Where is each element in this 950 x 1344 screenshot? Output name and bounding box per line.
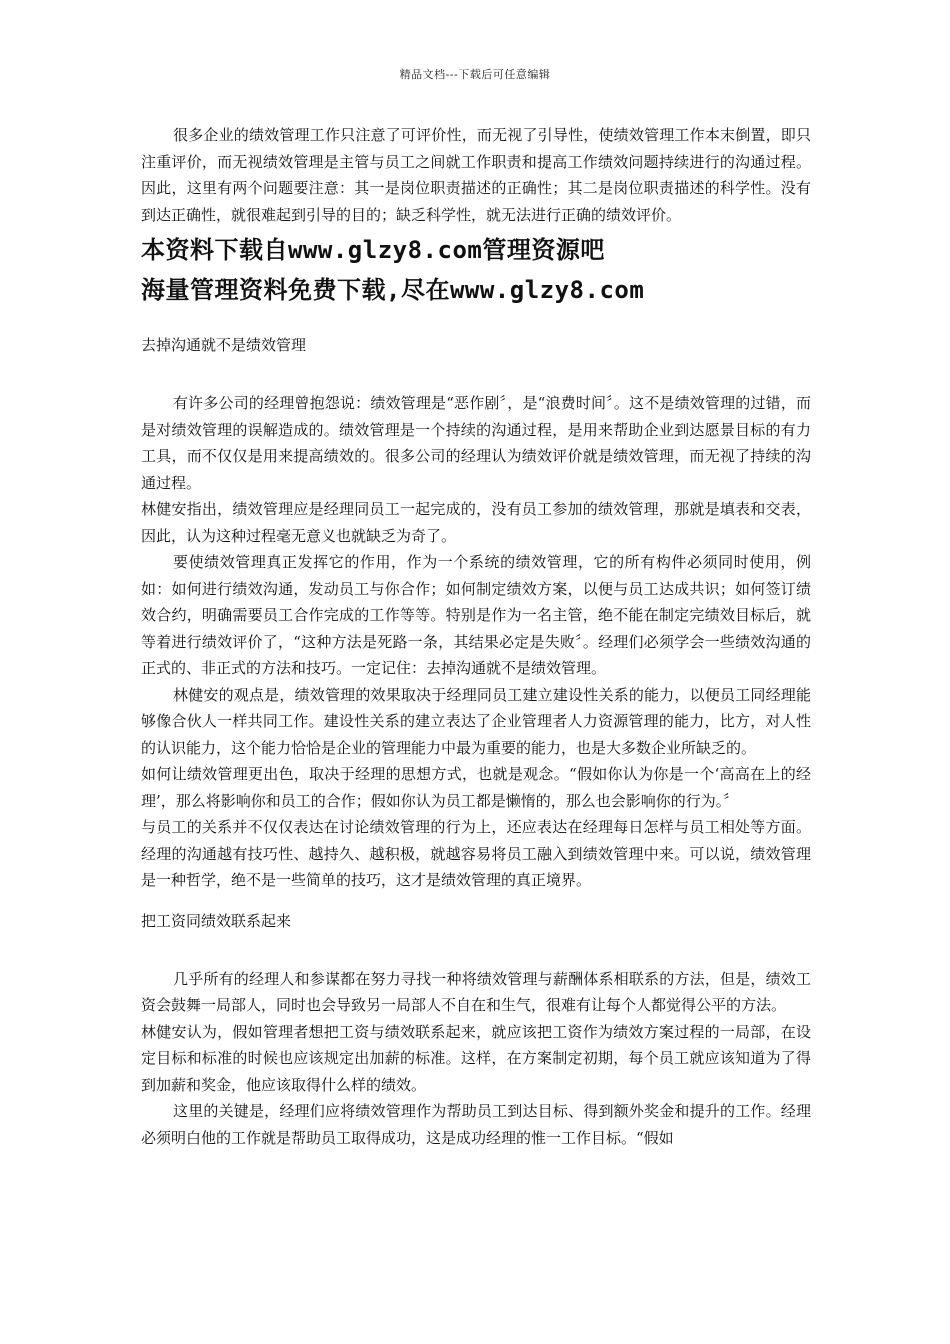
paragraph: 林健安认为，假如管理者想把工资与绩效联系起来，就应该把工资作为绩效方案过程的一局部，在设定目标和标准的时候也应该规定出加薪的标准。这样，在方案制定初期，每个员工就应该知道为了得到加薪和奖金，他应该取得什么样的绩效。 xyxy=(141,1022,811,1094)
paragraph: 几乎所有的经理人和参谋都在努力寻找一种将绩效管理与薪酬体系相联系的方法，但是，绩效工资会鼓舞一局部人，同时也会导致另一局部人不自在和生气，很难有让每个人都觉得公平的方法。 xyxy=(141,969,811,1014)
paragraph: 有许多公司的经理曾抱怨说：绩效管理是“恶作剧〞，是“浪费时间〞。这不是绩效管理的过错，而是对绩效管理的误解造成的。绩效管理是一个持续的沟通过程，是用来帮助企业到达愿景目标的有力工具，而不仅仅是用来提高绩效的。很多公司的经理认为绩效评价就是绩效管理，而无视了持续的沟通过程。 xyxy=(141,394,811,492)
paragraph: 林健安的观点是，绩效管理的效果取决于经理同员工建立建设性关系的能力，以便员工同经理能够像合伙人一样共同工作。建设性关系的建立表达了企业管理者人力资源管理的能力，比方，对人性的认识能力，这个能力恰恰是企业的管理能力中最为重要的能力，也是大多数企业所缺乏的。 xyxy=(141,685,811,757)
spacer xyxy=(141,358,811,390)
spacer xyxy=(141,894,811,908)
paragraph: 如何让绩效管理更出色，取决于经理的思想方式，也就是观念。“假如你认为你是一个‘高高在上的经理’，那么将影响你和员工的合作；假如你认为员工都是懒惰的，那么也会影响你的行为。〞 xyxy=(141,765,811,810)
section-title-pay-performance: 把工资同绩效联系起来 xyxy=(141,911,292,930)
page-header: 精品文档---下载后可任意编辑 xyxy=(399,68,551,81)
spacer xyxy=(141,934,811,966)
download-banner-line-2: 海量管理资料免费下载,尽在www.glzy8.com xyxy=(141,276,645,304)
download-banner-line-1: 本资料下载自www.glzy8.com管理资源吧 xyxy=(141,236,605,264)
paragraph: 这里的关键是，经理们应将绩效管理作为帮助员工到达目标、得到额外奖金和提升的工作。经理必须明白他的工作就是帮助员工取得成功，这是成功经理的惟一工作目标。“假如 xyxy=(141,1102,811,1147)
paragraph: 要使绩效管理真正发挥它的作用，作为一个系统的绩效管理，它的所有构件必须同时使用，例如：如何进行绩效沟通，发动员工与你合作；如何制定绩效方案，以便与员工达成共识；如何签订绩效合约，明确需要员工合作完成的工作等等。特别是作为一名主管，绝不能在制定完绩效目标后，就等着进行绩效评价了，“这种方法是死路一条，其结果必定是失败〞。经理们必须学会一些绩效沟通的正式的、非正式的方法和技巧。一定记住：去掉沟通就不是绩效管理。 xyxy=(141,553,811,677)
section-title-communication: 去掉沟通就不是绩效管理 xyxy=(141,336,307,354)
spacer xyxy=(141,310,811,332)
paragraph: 与员工的关系并不仅仅表达在讨论绩效管理的行为上，还应表达在经理每日怎样与员工相处等方面。经理的沟通越有技巧性、越持久、越积极，就越容易将员工融入到绩效管理中来。可以说，绩效管理是一种哲学，绝不是一些简单的技巧，这才是绩效管理的真正境界。 xyxy=(141,818,811,889)
intro-paragraph: 很多企业的绩效管理工作只注意了可评价性，而无视了引导性，使绩效管理工作本末倒置，即只注重评价，而无视绩效管理是主管与员工之间就工作职责和提高工作绩效问题持续进行的沟通过程。因此，这里有两个问题要注意：其一是岗位职责描述的正确性；其二是岗位职责描述的科学性。没有到达正确性，就很难起到引导的目的；缺乏科学性，就无法进行正确的绩效评价。 xyxy=(141,126,811,224)
document-body xyxy=(141,122,811,1151)
paragraph: 林健安指出，绩效管理应是经理同员工一起完成的，没有员工参加的绩效管理，那就是填表和交表，因此，认为这种过程毫无意义也就缺乏为奇了。 xyxy=(141,500,811,545)
